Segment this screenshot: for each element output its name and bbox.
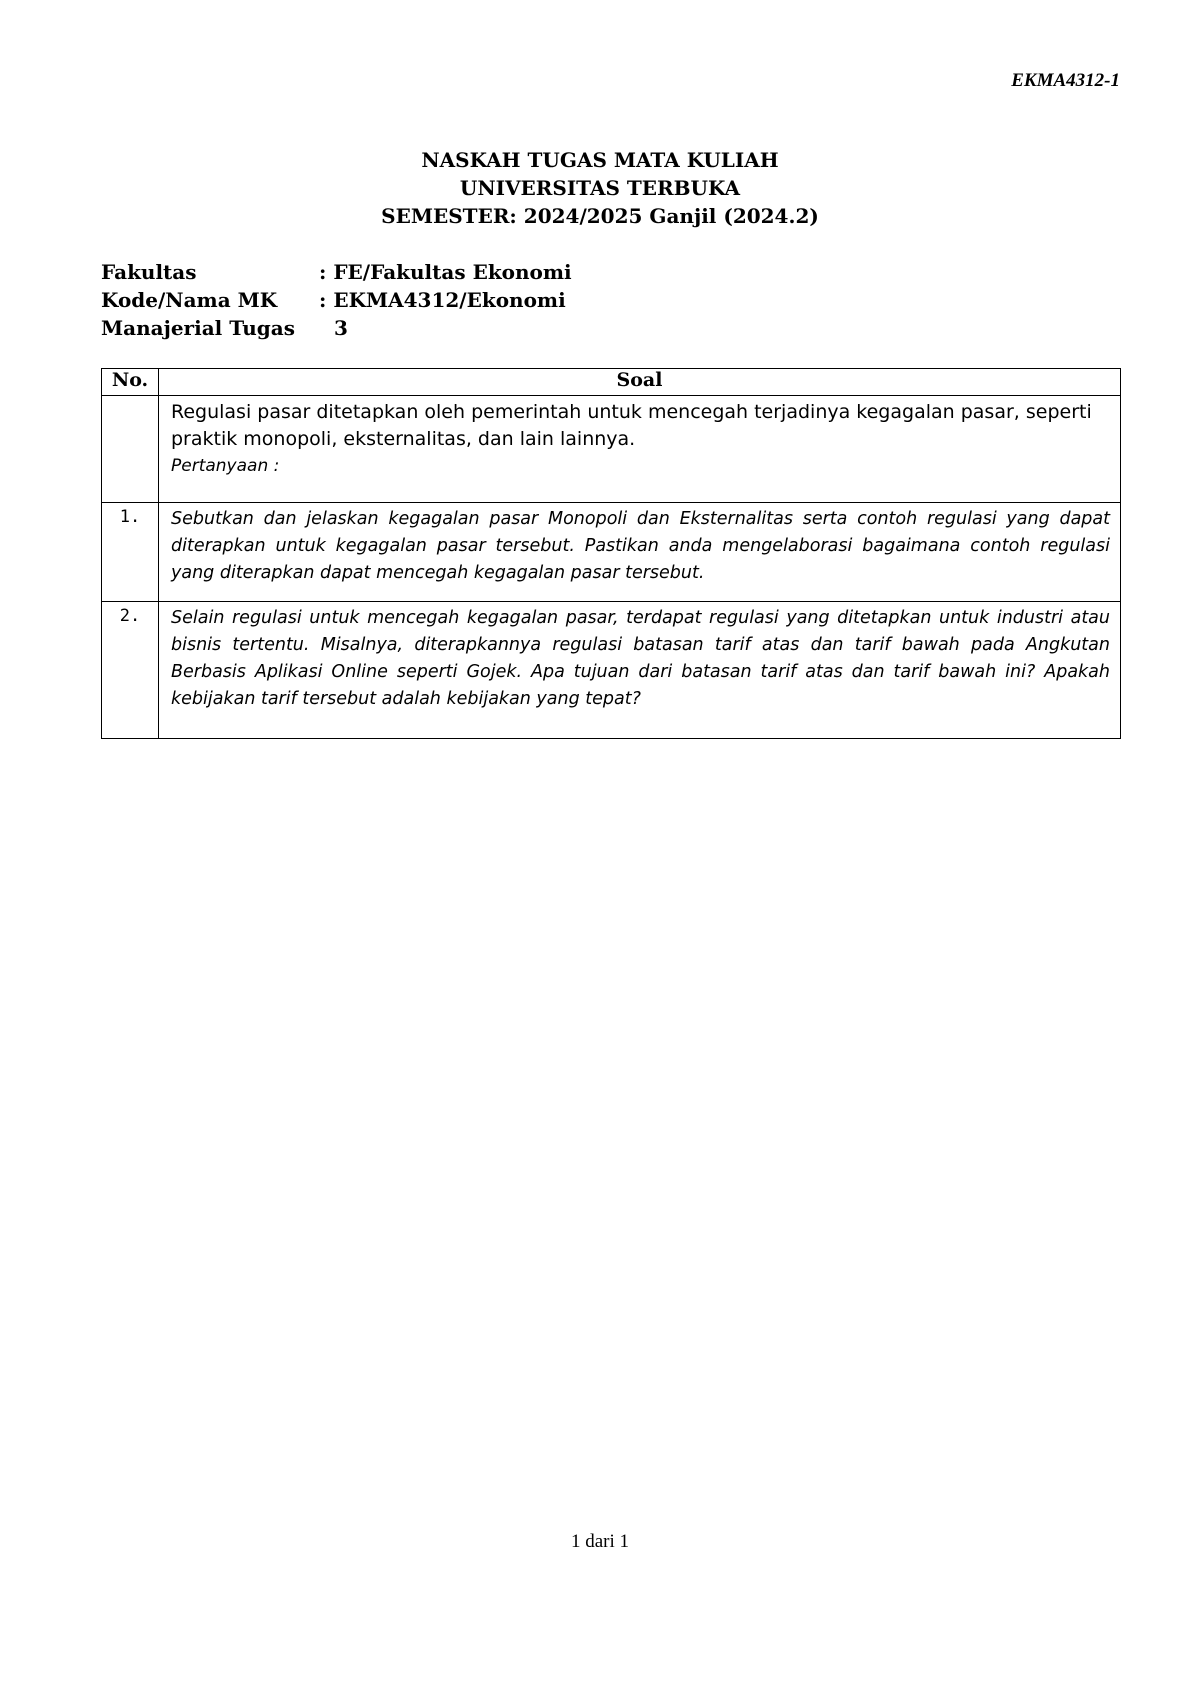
document-code: EKMA4312-1 [1011,70,1120,91]
header-soal: Soal [159,369,1121,396]
row-question-cell [159,602,1121,739]
fakultas-value: : FE/Fakultas Ekonomi [319,260,572,284]
table-row [102,503,1121,602]
row-number: 2. [102,602,159,739]
info-row-fakultas [101,258,572,286]
intro-text: Regulasi pasar ditetapkan oleh pemerintah untuk mencegah terjadinya kegagalan pasar, seperti praktik monopoli, eksternalitas, dan lain lainnya. [171,401,1092,450]
course-info [101,258,572,342]
fakultas-label: Fakultas [101,260,197,284]
title-line-2: UNIVERSITAS TERBUKA [459,176,741,200]
intro-cell [159,396,1121,503]
tugas-label: Manajerial Tugas [101,316,296,340]
info-row-kode [101,286,572,314]
tugas-value: 3 [334,316,348,340]
header-no: No. [102,369,159,396]
question-text: Sebutkan dan jelaskan kegagalan pasar Monopoli dan Eksternalitas serta contoh regulasi yang dapat diterapkan untuk kegagalan pasar tersebut. Pastikan anda mengelaborasi bagaimana contoh regulasi yang diterapkan dapat mencegah kegagalan pasar tersebut. [171,509,1110,583]
question-table [101,368,1121,739]
title-line-1: NASKAH TUGAS MATA KULIAH [421,148,779,172]
page-number: 1 dari 1 [570,1531,630,1552]
question-label: Pertanyaan : [171,456,280,476]
kode-value: : EKMA4312/Ekonomi [319,288,566,312]
table-row [102,602,1121,739]
kode-label: Kode/Nama MK [101,288,278,312]
document-title [0,146,1200,230]
row-question-cell [159,503,1121,602]
table-header-row [102,369,1121,396]
intro-no-cell [102,396,159,503]
row-number: 1. [102,503,159,602]
title-line-3: SEMESTER: 2024/2025 Ganjil (2024.2) [381,204,819,228]
info-row-tugas [101,314,572,342]
intro-row [102,396,1121,503]
question-text: Selain regulasi untuk mencegah kegagalan pasar, terdapat regulasi yang ditetapkan untuk industri atau bisnis tertentu. Misalnya, diterapkannya regulasi batasan tarif atas dan tarif bawah pada Angkutan Berbasis Aplikasi Online seperti Gojek. Apa tujuan dari batasan tarif atas dan tarif bawah ini? Apakah kebijakan tarif tersebut adalah kebijakan yang tepat? [171,608,1110,709]
